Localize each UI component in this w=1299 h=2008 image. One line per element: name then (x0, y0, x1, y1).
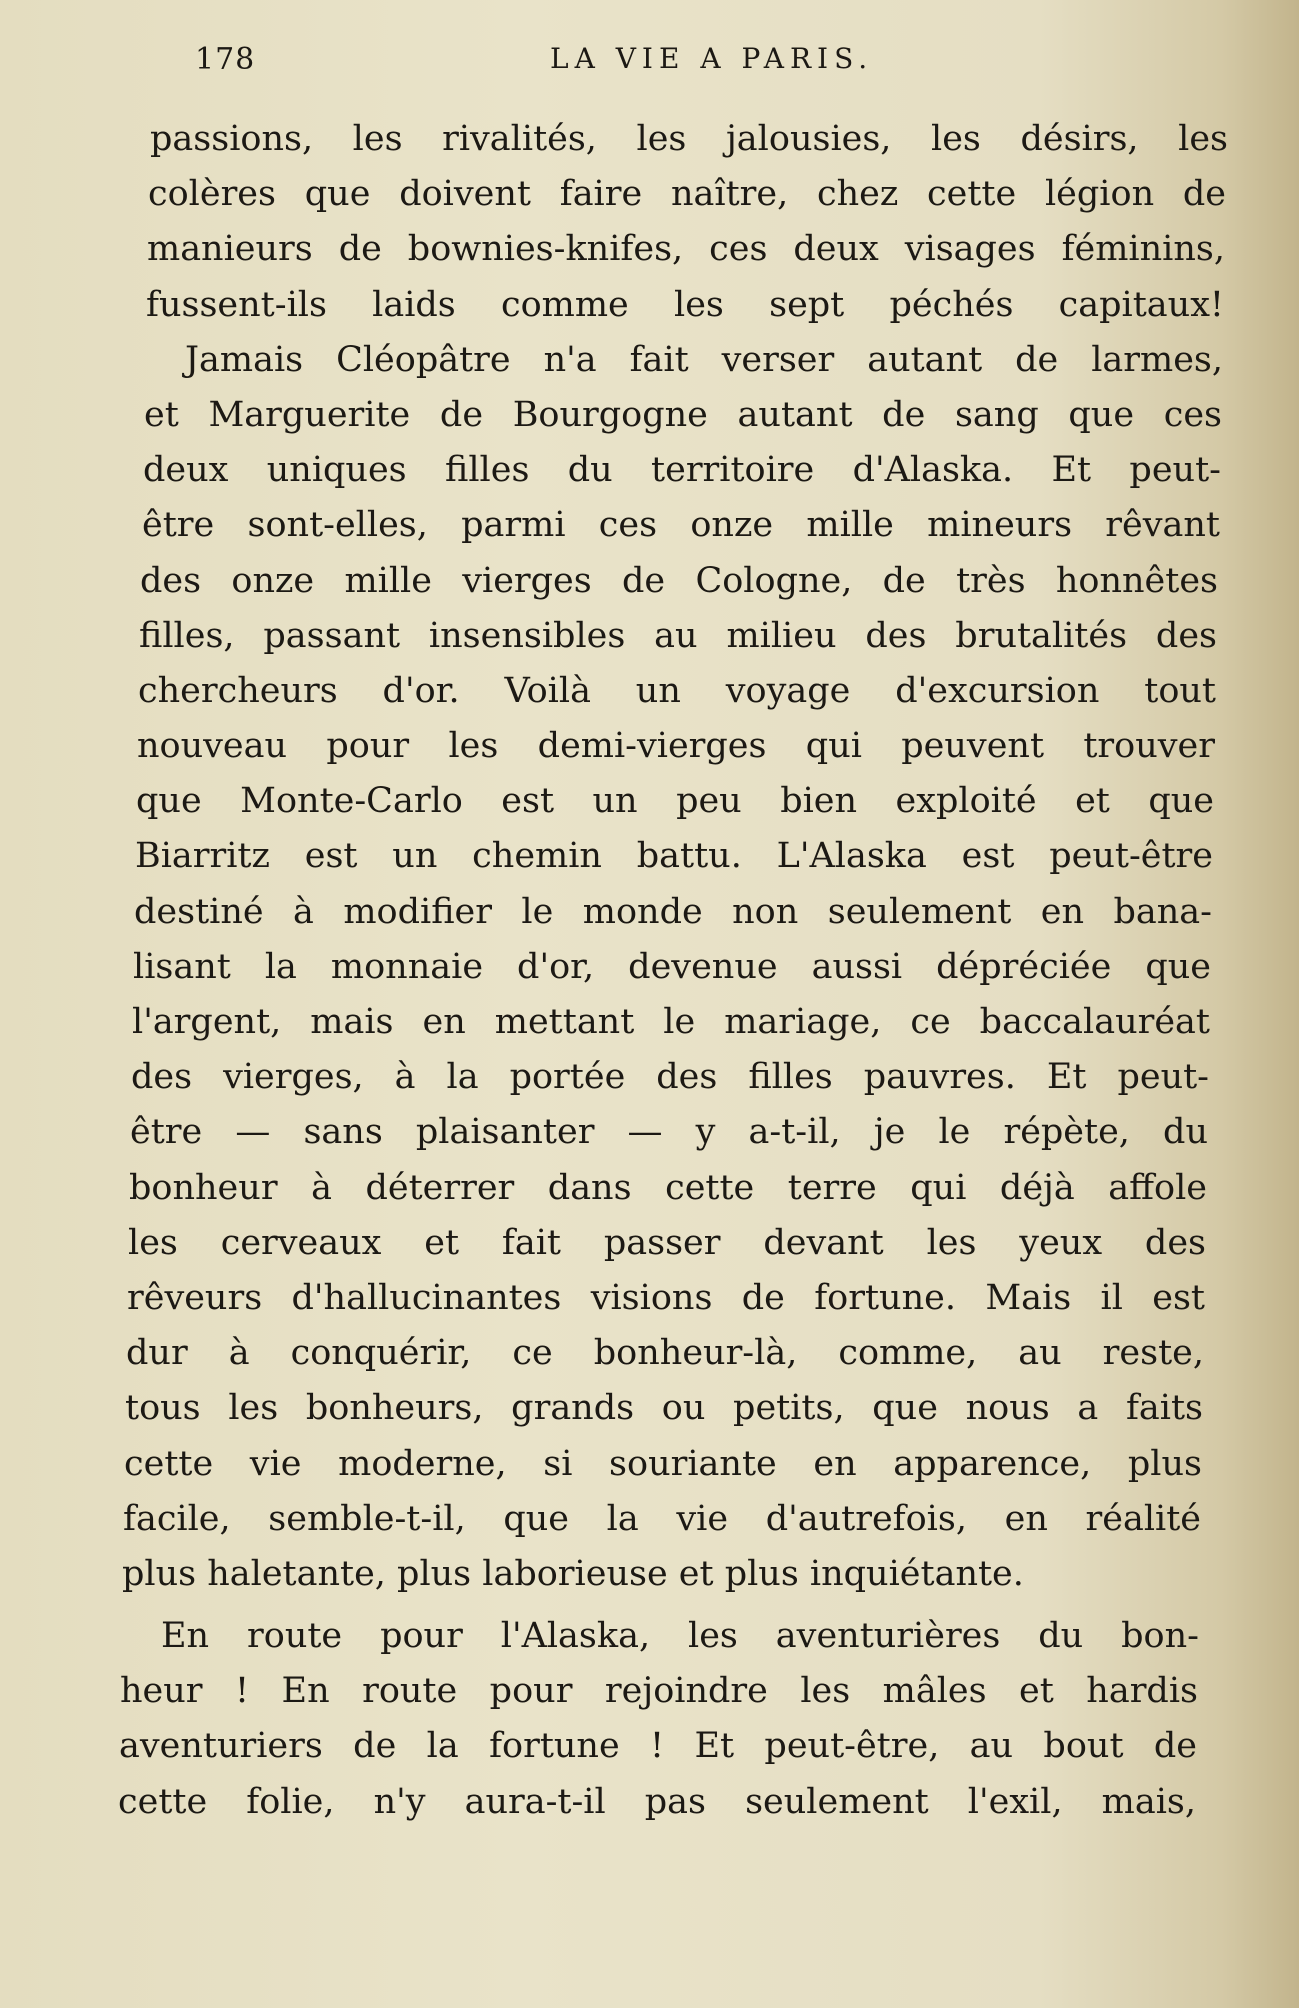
text-line: colères que doivent faire naître, chez cette légion de (148, 174, 1226, 215)
text-line: deux uniques filles du territoire d'Alaska. Et peut- (143, 450, 1221, 491)
text-line: facile, semble-t-il, que la vie d'autrefois, en réalité (123, 1498, 1201, 1539)
text-line: être sont-elles, parmi ces onze mille mineurs rêvant (142, 505, 1220, 546)
text-line: des onze mille vierges de Cologne, de très honnêtes (140, 560, 1218, 601)
text-line: fussent-ils laids comme les sept péchés capitaux! (146, 284, 1224, 325)
text-line: les cerveaux et fait passer devant les yeux des (128, 1222, 1206, 1263)
text-line: manieurs de bownies-knifes, ces deux visages féminins, (147, 229, 1225, 270)
text-line: Jamais Cléopâtre n'a fait verser autant de larmes, (185, 339, 1223, 380)
body-text (118, 112, 1268, 1830)
page-header (195, 42, 955, 82)
text-line: En route pour l'Alaska, les aventurières du bon- (161, 1616, 1199, 1657)
text-line: cette folie, n'y aura-t-il pas seulement l'exil, mais, (118, 1781, 1196, 1822)
text-line: chercheurs d'or. Voilà un voyage d'excursion tout (138, 670, 1216, 711)
text-line: dur à conquérir, ce bonheur-là, comme, au reste, (126, 1333, 1204, 1374)
text-line: Biarritz est un chemin battu. L'Alaska est peut-être (135, 836, 1213, 877)
text-line: que Monte-Carlo est un peu bien exploité et que (136, 781, 1214, 822)
text-line: filles, passant insensibles au milieu des brutalités des (139, 615, 1217, 656)
text-line: heur ! En route pour rejoindre les mâles et hardis (120, 1671, 1198, 1712)
text-line: être — sans plaisanter — y a-t-il, je le répète, du (130, 1112, 1208, 1153)
running-head: LA VIE A PARIS. (550, 42, 874, 75)
text-line: bonheur à déterrer dans cette terre qui déjà affole (129, 1167, 1207, 1208)
text-line: cette vie moderne, si souriante en apparence, plus (124, 1443, 1202, 1484)
text-line: aventuriers de la fortune ! Et peut-être, au bout de (119, 1726, 1197, 1767)
text-line: tous les bonheurs, grands ou petits, que nous a faits (125, 1388, 1203, 1429)
text-line: lisant la monnaie d'or, devenue aussi dépréciée que (133, 946, 1211, 987)
text-line: rêveurs d'hallucinantes visions de fortune. Mais il est (127, 1277, 1205, 1318)
text-line: plus haletante, plus laborieuse et plus inquiétante. (122, 1553, 1024, 1594)
page-number: 178 (195, 42, 256, 77)
text-line: l'argent, mais en mettant le mariage, ce baccalauréat (132, 1002, 1210, 1042)
text-line: destiné à modifier le monde non seulement en bana- (134, 891, 1212, 932)
text-line: et Marguerite de Bourgogne autant de sang que ces (144, 394, 1222, 435)
text-line: passions, les rivalités, les jalousies, les désirs, les (150, 119, 1228, 159)
text-line: nouveau pour les demi-vierges qui peuvent trouver (137, 726, 1215, 767)
text-line: des vierges, à la portée des filles pauvres. Et peut- (131, 1057, 1209, 1098)
